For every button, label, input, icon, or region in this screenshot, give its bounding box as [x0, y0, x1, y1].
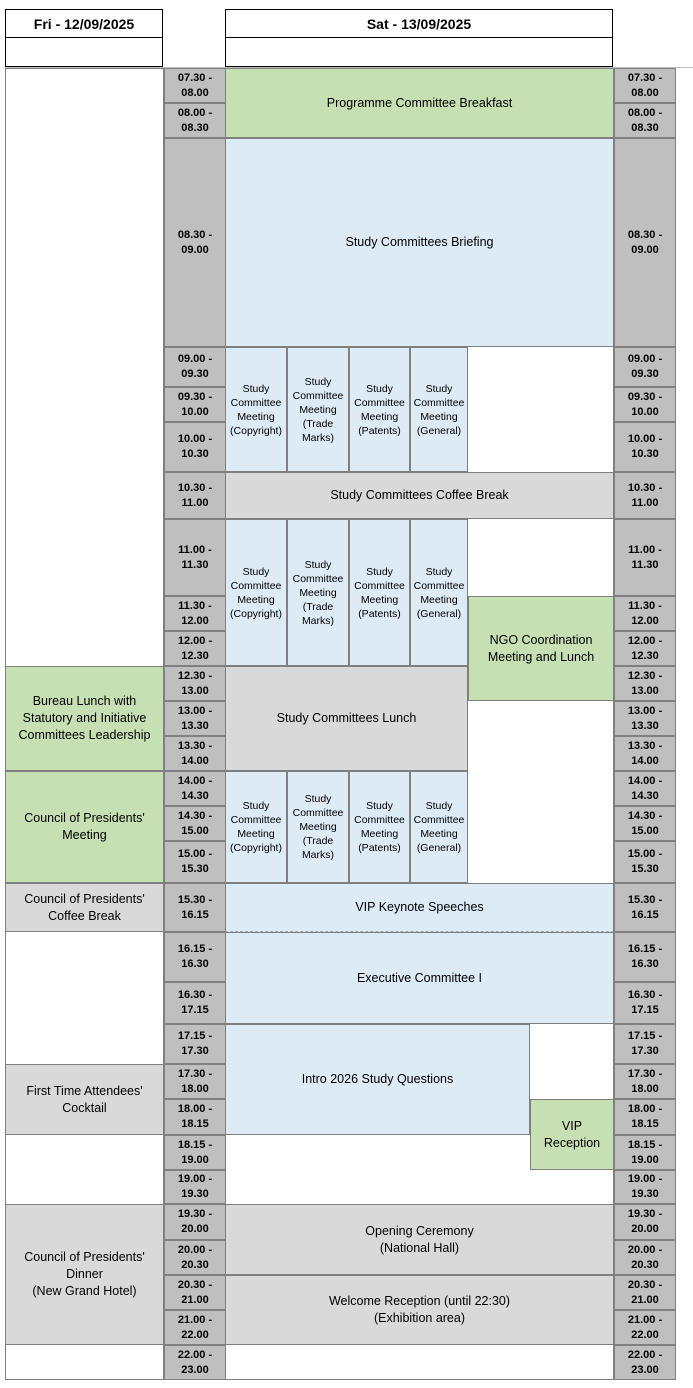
- event-programme-breakfast: Programme Committee Breakfast: [225, 68, 614, 138]
- time-slot-right-28: 22.00 - 23.00: [614, 1345, 676, 1380]
- time-slot-left-6: 10.30 - 11.00: [164, 472, 226, 519]
- time-slot-left-25: 20.00 - 20.30: [164, 1240, 226, 1275]
- time-slot-left-19: 17.15 - 17.30: [164, 1024, 226, 1064]
- time-slot-left-0: 07.30 - 08.00: [164, 68, 226, 103]
- time-slot-right-14: 14.30 - 15.00: [614, 806, 676, 841]
- time-slot-right-13: 14.00 - 14.30: [614, 771, 676, 806]
- event-sc-patents-3: Study Committee Meeting (Patents): [349, 771, 410, 883]
- event-intro-study-questions: Intro 2026 Study Questions: [225, 1024, 530, 1135]
- time-slot-left-18: 16.30 - 17.15: [164, 982, 226, 1024]
- time-slot-left-5: 10.00 - 10.30: [164, 422, 226, 472]
- time-slot-left-16: 15.30 - 16.15: [164, 883, 226, 932]
- event-sc-trade-marks-2: Study Committee Meeting (Trade Marks): [287, 519, 349, 666]
- time-slot-right-5: 10.00 - 10.30: [614, 422, 676, 472]
- time-slot-right-7: 11.00 - 11.30: [614, 519, 676, 596]
- time-slot-left-21: 18.00 - 18.15: [164, 1099, 226, 1135]
- event-first-time-cocktail: First Time Attendees' Cocktail: [5, 1064, 164, 1135]
- time-slot-right-17: 16.15 - 16.30: [614, 932, 676, 982]
- event-ngo-coordination: NGO Coordination Meeting and Lunch: [468, 596, 614, 701]
- event-sc-copyright-2: Study Committee Meeting (Copyright): [225, 519, 287, 666]
- time-slot-right-22: 18.15 - 19.00: [614, 1135, 676, 1170]
- time-slot-left-4: 09.30 - 10.00: [164, 387, 226, 422]
- event-vip-keynote-speeches: VIP Keynote Speeches: [225, 883, 614, 932]
- time-slot-right-16: 15.30 - 16.15: [614, 883, 676, 932]
- time-slot-left-11: 13.00 - 13.30: [164, 701, 226, 736]
- saturday-header: Sat - 13/09/2025: [225, 9, 613, 38]
- event-council-meeting: Council of Presidents' Meeting: [5, 771, 164, 883]
- time-slot-right-12: 13.30 - 14.00: [614, 736, 676, 771]
- time-slot-right-24: 19.30 - 20.00: [614, 1204, 676, 1240]
- event-sc-general-2: Study Committee Meeting (General): [410, 519, 468, 666]
- event-sc-copyright-3: Study Committee Meeting (Copyright): [225, 771, 287, 883]
- friday-header: Fri - 12/09/2025: [5, 9, 163, 38]
- time-slot-right-11: 13.00 - 13.30: [614, 701, 676, 736]
- event-executive-committee: Executive Committee I: [225, 932, 614, 1024]
- event-sc-patents-1: Study Committee Meeting (Patents): [349, 347, 410, 472]
- time-slot-right-23: 19.00 - 19.30: [614, 1170, 676, 1204]
- time-slot-left-12: 13.30 - 14.00: [164, 736, 226, 771]
- time-slot-left-7: 11.00 - 11.30: [164, 519, 226, 596]
- time-slot-right-20: 17.30 - 18.00: [614, 1064, 676, 1099]
- time-slot-left-14: 14.30 - 15.00: [164, 806, 226, 841]
- time-slot-right-26: 20.30 - 21.00: [614, 1275, 676, 1310]
- time-slot-right-1: 08.00 - 08.30: [614, 103, 676, 138]
- time-slot-right-0: 07.30 - 08.00: [614, 68, 676, 103]
- event-welcome-reception: Welcome Reception (until 22:30) (Exhibition area): [225, 1275, 614, 1345]
- time-slot-left-27: 21.00 - 22.00: [164, 1310, 226, 1345]
- time-slot-left-9: 12.00 - 12.30: [164, 631, 226, 666]
- time-slot-left-15: 15.00 - 15.30: [164, 841, 226, 883]
- time-slot-left-26: 20.30 - 21.00: [164, 1275, 226, 1310]
- time-slot-left-1: 08.00 - 08.30: [164, 103, 226, 138]
- time-slot-left-20: 17.30 - 18.00: [164, 1064, 226, 1099]
- time-slot-left-13: 14.00 - 14.30: [164, 771, 226, 806]
- time-slot-left-17: 16.15 - 16.30: [164, 932, 226, 982]
- time-slot-right-18: 16.30 - 17.15: [614, 982, 676, 1024]
- event-council-coffee-break: Council of Presidents' Coffee Break: [5, 883, 164, 932]
- time-slot-right-21: 18.00 - 18.15: [614, 1099, 676, 1135]
- time-slot-right-8: 11.30 - 12.00: [614, 596, 676, 631]
- event-sc-copyright-1: Study Committee Meeting (Copyright): [225, 347, 287, 472]
- time-slot-left-8: 11.30 - 12.00: [164, 596, 226, 631]
- event-council-dinner: Council of Presidents' Dinner (New Grand Hotel): [5, 1204, 164, 1345]
- event-sc-trade-marks-1: Study Committee Meeting (Trade Marks): [287, 347, 349, 472]
- time-slot-right-4: 09.30 - 10.00: [614, 387, 676, 422]
- time-slot-right-19: 17.15 - 17.30: [614, 1024, 676, 1064]
- time-slot-right-10: 12.30 - 13.00: [614, 666, 676, 701]
- event-sc-general-3: Study Committee Meeting (General): [410, 771, 468, 883]
- time-slot-right-25: 20.00 - 20.30: [614, 1240, 676, 1275]
- time-slot-right-27: 21.00 - 22.00: [614, 1310, 676, 1345]
- event-sc-general-1: Study Committee Meeting (General): [410, 347, 468, 472]
- time-slot-left-28: 22.00 - 23.00: [164, 1345, 226, 1380]
- time-slot-right-3: 09.00 - 09.30: [614, 347, 676, 387]
- event-sc-trade-marks-3: Study Committee Meeting (Trade Marks): [287, 771, 349, 883]
- time-slot-right-15: 15.00 - 15.30: [614, 841, 676, 883]
- time-slot-left-24: 19.30 - 20.00: [164, 1204, 226, 1240]
- event-sc-patents-2: Study Committee Meeting (Patents): [349, 519, 410, 666]
- event-study-committees-coffee-break: Study Committees Coffee Break: [225, 472, 614, 519]
- time-slot-left-23: 19.00 - 19.30: [164, 1170, 226, 1204]
- event-study-committees-lunch: Study Committees Lunch: [225, 666, 468, 771]
- time-slot-left-2: 08.30 - 09.00: [164, 138, 226, 347]
- time-slot-right-2: 08.30 - 09.00: [614, 138, 676, 347]
- time-slot-left-22: 18.15 - 19.00: [164, 1135, 226, 1170]
- event-study-committees-briefing: Study Committees Briefing: [225, 138, 614, 347]
- time-slot-left-10: 12.30 - 13.00: [164, 666, 226, 701]
- event-bureau-lunch: Bureau Lunch with Statutory and Initiative Committees Leadership: [5, 666, 164, 771]
- event-opening-ceremony: Opening Ceremony (National Hall): [225, 1204, 614, 1275]
- time-slot-left-3: 09.00 - 09.30: [164, 347, 226, 387]
- saturday-header-blank: [225, 38, 613, 67]
- friday-header-blank: [5, 38, 163, 67]
- time-slot-right-9: 12.00 - 12.30: [614, 631, 676, 666]
- event-vip-reception: VIP Reception: [530, 1099, 614, 1170]
- time-slot-right-6: 10.30 - 11.00: [614, 472, 676, 519]
